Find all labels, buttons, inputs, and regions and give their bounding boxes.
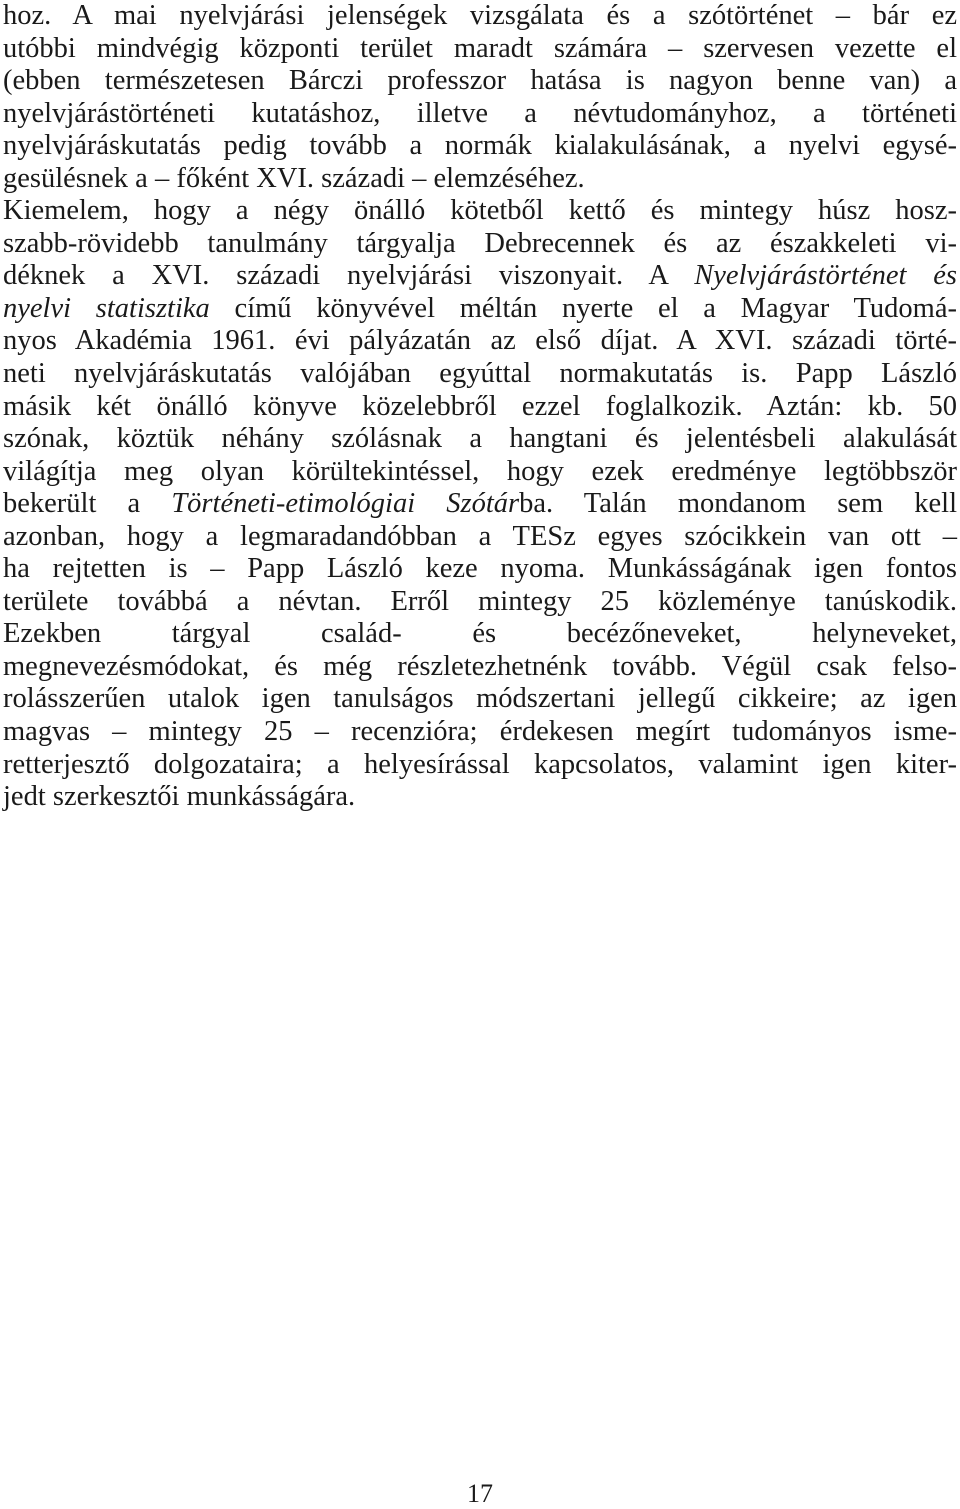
text-line: rolásszerűen utalok igen tanulságos módszertani jellegű cikkeire; az igen [3, 683, 957, 715]
text-line: szónak, köztük néhány szólásnak a hangtani és jelentésbeli alakulását [3, 423, 957, 455]
text-line: ha rejtetten is – Papp László keze nyoma. Munkásságának igen fontos [3, 553, 957, 585]
book-title-italic: Nyelvjárástörténet és [694, 260, 957, 292]
text-line: hoz. A mai nyelvjárási jelenségek vizsgálata és a szótörténet – bár ez [3, 0, 957, 31]
text-line: szabb-rövidebb tanulmány tárgyalja Debrecennek és az északkeleti vi- [3, 227, 957, 259]
book-title-italic: nyelvi statisztika [3, 292, 210, 324]
text-line: gesülésnek a – főként XVI. századi – elemzéséhez. [3, 162, 585, 194]
body-text [3, 0, 957, 814]
text-line: Ezekben tárgyal család- és becézőneveket, helyneveket, [3, 618, 957, 650]
text-line: retterjesztő dolgozataira; a helyesírással kapcsolatos, valamint igen kiter- [3, 748, 957, 780]
text-line: (ebben természetesen Bárczi professzor hatása is nagyon benne van) a [3, 65, 957, 97]
document-page [3, 0, 957, 1508]
text-line: azonban, hogy a legmaradandóbban a TESz egyes szócikkein van ott – [3, 520, 957, 552]
text-line: nyelvjáráskutatás pedig tovább a normák kialakulásának, a nyelvi egysé- [3, 130, 957, 162]
text-line: utóbbi mindvégig központi terület maradt számára – szervesen vezette el [3, 32, 957, 64]
text-segment: déknek a XVI. századi nyelvjárási viszonyait. A [3, 260, 695, 292]
text-line: jedt szerkesztői munkásságára. [3, 781, 356, 813]
text-line: nyelvjárástörténeti kutatáshoz, illetve a névtudományhoz, a történeti [3, 97, 957, 129]
text-line: Kiemelem, hogy a négy önálló kötetből kettő és mintegy húsz hosz- [3, 195, 957, 227]
text-line [3, 293, 957, 326]
text-line: másik két önálló könyve közelebbről ezzel foglalkozik. Aztán: kb. 50 [3, 390, 957, 422]
text-segment: című könyvével méltán nyerte el a Magyar Tudomá- [209, 292, 957, 324]
dictionary-title-italic: Történeti-etimológiai Szótár [171, 488, 520, 520]
text-line: megnevezésmódokat, és még részletezhetnénk tovább. Végül csak felso- [3, 650, 957, 682]
text-line: területe továbbá a névtan. Erről mintegy 25 közleménye tanúskodik. [3, 585, 957, 617]
text-segment: bekerült a [3, 488, 172, 520]
text-line: nyos Akadémia 1961. évi pályázatán az első díjat. A XVI. századi törté- [3, 325, 957, 357]
text-line: magvas – mintegy 25 – recenzióra; érdekesen megírt tudományos isme- [3, 716, 957, 748]
text-line: világítja meg olyan körültekintéssel, hogy ezek eredménye legtöbbször [3, 455, 957, 487]
text-line: neti nyelvjáráskutatás valójában egyúttal normakutatás is. Papp László [3, 358, 957, 390]
text-line [3, 488, 957, 521]
text-segment: ba. Talán mondanom sem kell [519, 488, 957, 520]
text-line [3, 260, 957, 293]
page-number: 17 [467, 1479, 493, 1508]
